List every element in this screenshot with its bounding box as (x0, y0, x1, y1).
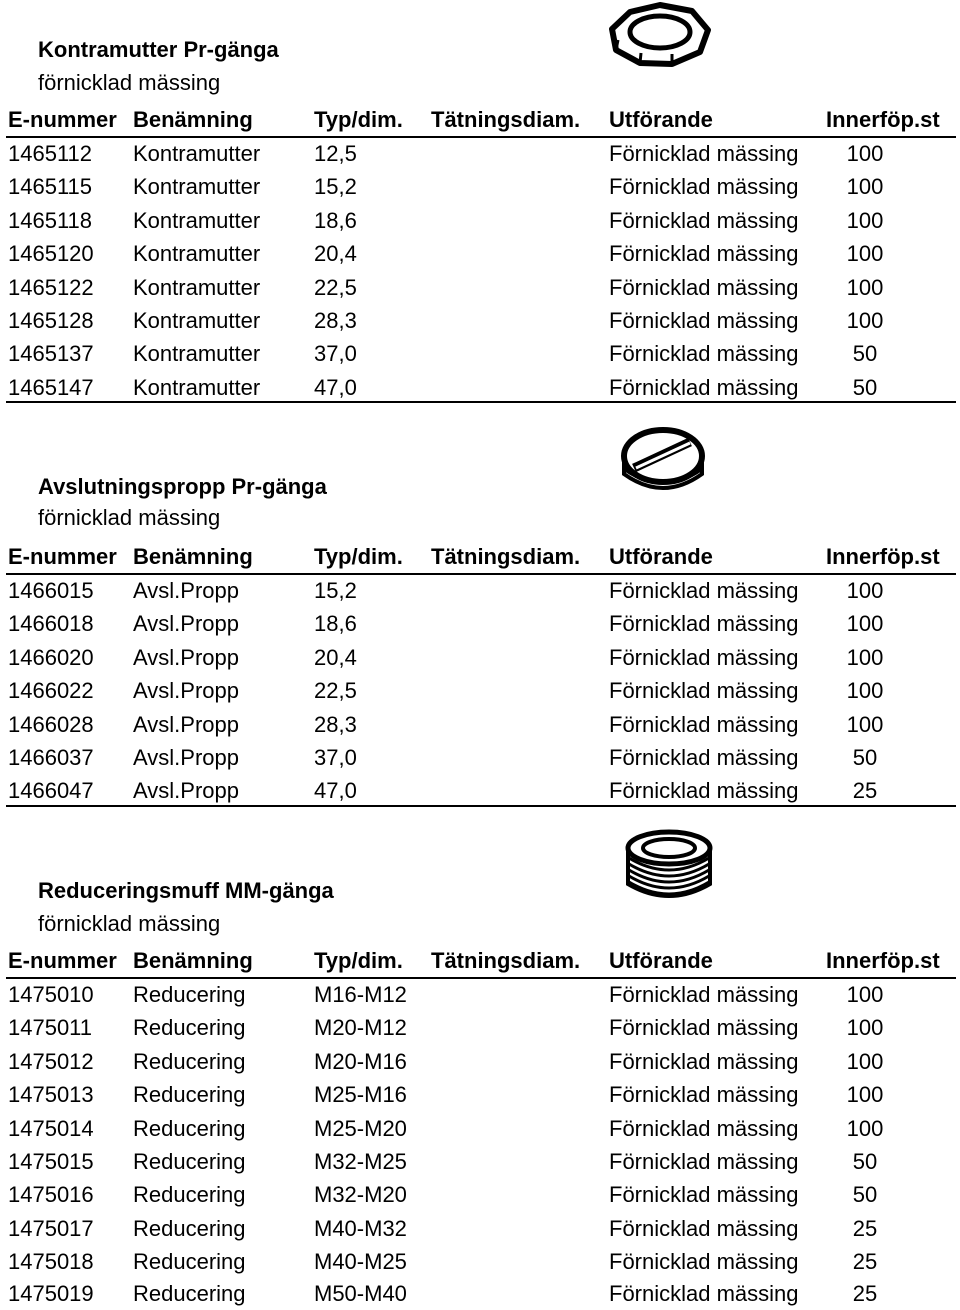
cell-utforande: Förnicklad mässing (609, 982, 799, 1007)
cell-benamning: Reducering (133, 1115, 246, 1141)
cell-benamning: Reducering (133, 1015, 246, 1041)
col-header-enummer: E-nummer (8, 948, 117, 973)
cell-enummer: 1465128 (8, 308, 94, 333)
cell-enummer: 1465120 (8, 241, 94, 267)
cell-typdim: M32-M25 (314, 1149, 407, 1174)
cell-innerfop: 100 (846, 711, 884, 737)
cell-enummer: 1465122 (8, 274, 94, 300)
table-header (0, 944, 960, 977)
cell-benamning: Kontramutter (133, 308, 261, 333)
cell-typdim: M40-M25 (314, 1249, 407, 1275)
cell-enummer: 1475019 (8, 1280, 94, 1306)
cell-typdim: 37,0 (314, 745, 357, 770)
cell-typdim: 15,2 (314, 578, 357, 603)
col-header-benamning: Benämning (133, 544, 253, 569)
cell-innerfop: 100 (846, 274, 884, 300)
cell-utforande: Förnicklad mässing (609, 611, 799, 637)
table-row (0, 1145, 960, 1178)
cell-enummer: 1466028 (8, 711, 94, 737)
cell-benamning: Kontramutter (133, 241, 261, 267)
table-row (0, 1112, 960, 1145)
cell-innerfop: 25 (852, 1280, 878, 1306)
cell-innerfop: 100 (846, 982, 884, 1007)
col-header-innerfop: Innerföp.st (826, 544, 940, 569)
reducing-sleeve-icon (624, 828, 714, 906)
col-header-enummer: E-nummer (8, 107, 117, 132)
cell-enummer: 1465137 (8, 341, 94, 367)
col-header-typdim: Typ/dim. (314, 544, 403, 569)
cell-enummer: 1475015 (8, 1149, 94, 1174)
col-header-tatningsdiam: Tätningsdiam. (431, 544, 581, 569)
cell-enummer: 1465118 (8, 207, 93, 233)
table-row (0, 1277, 960, 1310)
cell-enummer: 1465112 (8, 141, 93, 166)
cell-benamning: Reducering (133, 1048, 246, 1074)
cell-innerfop: 100 (846, 207, 884, 233)
section-subtitle: förnicklad mässing (38, 911, 221, 936)
cell-benamning: Reducering (133, 1215, 246, 1241)
cell-benamning: Kontramutter (133, 207, 261, 233)
col-header-enummer: E-nummer (8, 544, 117, 569)
cell-typdim: 18,6 (314, 207, 357, 233)
section-subtitle: förnicklad mässing (38, 505, 221, 530)
cell-innerfop: 50 (852, 745, 878, 770)
cell-utforande: Förnicklad mässing (609, 1115, 799, 1141)
cell-innerfop: 50 (852, 1149, 878, 1174)
cell-typdim: M25-M20 (314, 1115, 407, 1141)
cell-innerfop: 50 (852, 1182, 878, 1208)
cell-benamning: Reducering (133, 982, 246, 1007)
cell-benamning: Reducering (133, 1280, 246, 1306)
section-title: Kontramutter Pr-gänga (38, 37, 279, 62)
cell-benamning: Reducering (133, 1182, 246, 1208)
cell-utforande: Förnicklad mässing (609, 374, 799, 400)
cell-typdim: 22,5 (314, 678, 357, 704)
col-header-typdim: Typ/dim. (314, 948, 403, 973)
cell-typdim: 47,0 (314, 374, 357, 400)
cell-typdim: 47,0 (314, 778, 357, 804)
cell-enummer: 1475014 (8, 1115, 94, 1141)
cell-innerfop: 100 (846, 141, 884, 166)
cell-benamning: Kontramutter (133, 341, 261, 367)
cell-utforande: Förnicklad mässing (609, 678, 799, 704)
cell-utforande: Förnicklad mässing (609, 141, 799, 166)
table-row (0, 1045, 960, 1078)
cell-innerfop: 25 (852, 1215, 878, 1241)
cell-innerfop: 50 (852, 341, 878, 367)
cell-typdim: 37,0 (314, 341, 357, 367)
cell-utforande: Förnicklad mässing (609, 1280, 799, 1306)
cell-enummer: 1466047 (8, 778, 94, 804)
cell-typdim: M50-M40 (314, 1280, 407, 1306)
table-row (0, 1212, 960, 1245)
cell-enummer: 1466015 (8, 578, 94, 603)
cell-innerfop: 100 (846, 611, 884, 637)
col-header-tatningsdiam: Tätningsdiam. (431, 107, 581, 132)
cell-benamning: Kontramutter (133, 274, 261, 300)
cell-benamning: Avsl.Propp (133, 611, 239, 637)
col-header-innerfop: Innerföp.st (826, 107, 940, 132)
table-row (0, 978, 960, 1011)
cell-typdim: 20,4 (314, 241, 357, 267)
cell-innerfop: 100 (846, 644, 884, 670)
cell-innerfop: 100 (846, 308, 884, 333)
cell-typdim: 28,3 (314, 308, 357, 333)
cell-innerfop: 50 (852, 374, 878, 400)
col-header-typdim: Typ/dim. (314, 107, 403, 132)
cell-utforande: Förnicklad mässing (609, 174, 799, 200)
cell-benamning: Avsl.Propp (133, 644, 239, 670)
cell-typdim: M40-M32 (314, 1215, 407, 1241)
section-subtitle: förnicklad mässing (38, 70, 221, 95)
cell-enummer: 1466022 (8, 678, 94, 704)
cell-innerfop: 100 (846, 1015, 884, 1041)
col-header-tatningsdiam: Tätningsdiam. (431, 948, 581, 973)
cell-enummer: 1475013 (8, 1082, 94, 1108)
cell-benamning: Reducering (133, 1149, 246, 1174)
cell-utforande: Förnicklad mässing (609, 711, 799, 737)
col-header-benamning: Benämning (133, 107, 253, 132)
cell-utforande: Förnicklad mässing (609, 745, 799, 770)
section-title: Reduceringsmuff MM-gänga (38, 878, 334, 903)
cell-benamning: Avsl.Propp (133, 711, 239, 737)
cell-benamning: Kontramutter (133, 374, 261, 400)
table-row (0, 1011, 960, 1044)
cell-enummer: 1475012 (8, 1048, 94, 1074)
cell-enummer: 1465115 (8, 174, 93, 200)
cell-utforande: Förnicklad mässing (609, 1182, 799, 1208)
table-row (0, 1078, 960, 1111)
cell-typdim: M20-M12 (314, 1015, 407, 1041)
cell-innerfop: 100 (846, 1115, 884, 1141)
cell-utforande: Förnicklad mässing (609, 778, 799, 804)
cell-typdim: 28,3 (314, 711, 357, 737)
cell-utforande: Förnicklad mässing (609, 1048, 799, 1074)
cell-typdim: M25-M16 (314, 1082, 407, 1108)
cell-typdim: 18,6 (314, 611, 357, 637)
cell-typdim: M20-M16 (314, 1048, 407, 1074)
cell-enummer: 1466037 (8, 745, 94, 770)
cell-utforande: Förnicklad mässing (609, 241, 799, 267)
cell-benamning: Kontramutter (133, 174, 261, 200)
cell-utforande: Förnicklad mässing (609, 644, 799, 670)
cell-innerfop: 25 (852, 1249, 878, 1275)
cell-utforande: Förnicklad mässing (609, 1215, 799, 1241)
col-header-utforande: Utförande (609, 107, 713, 132)
cell-enummer: 1475018 (8, 1249, 94, 1275)
cell-utforande: Förnicklad mässing (609, 1015, 799, 1041)
cell-enummer: 1475010 (8, 982, 94, 1007)
cell-benamning: Reducering (133, 1082, 246, 1108)
cell-typdim: M16-M12 (314, 982, 407, 1007)
cell-benamning: Avsl.Propp (133, 678, 239, 704)
cell-utforande: Förnicklad mässing (609, 274, 799, 300)
cell-typdim: 20,4 (314, 644, 357, 670)
col-header-utforande: Utförande (609, 948, 713, 973)
cell-benamning: Avsl.Propp (133, 578, 239, 603)
cell-typdim: 12,5 (314, 141, 357, 166)
cell-benamning: Avsl.Propp (133, 745, 239, 770)
cell-utforande: Förnicklad mässing (609, 308, 799, 333)
col-header-benamning: Benämning (133, 948, 253, 973)
cell-enummer: 1466020 (8, 644, 94, 670)
cell-innerfop: 100 (846, 241, 884, 267)
cell-innerfop: 100 (846, 174, 884, 200)
cell-innerfop: 100 (846, 678, 884, 704)
cell-innerfop: 25 (852, 778, 878, 804)
cell-utforande: Förnicklad mässing (609, 1249, 799, 1275)
cell-typdim: M32-M20 (314, 1182, 407, 1208)
cell-enummer: 1475017 (8, 1215, 94, 1241)
cell-benamning: Reducering (133, 1249, 246, 1275)
cell-enummer: 1466018 (8, 611, 94, 637)
cell-utforande: Förnicklad mässing (609, 341, 799, 367)
col-header-innerfop: Innerföp.st (826, 948, 940, 973)
table-row (0, 1245, 960, 1278)
cell-utforande: Förnicklad mässing (609, 1082, 799, 1108)
cell-innerfop: 100 (846, 1048, 884, 1074)
cell-typdim: 15,2 (314, 174, 357, 200)
cell-enummer: 1465147 (8, 374, 94, 400)
cell-benamning: Kontramutter (133, 141, 261, 166)
cell-utforande: Förnicklad mässing (609, 578, 799, 603)
cell-enummer: 1475016 (8, 1182, 94, 1208)
cell-innerfop: 100 (846, 1082, 884, 1108)
cell-innerfop: 100 (846, 578, 884, 603)
cell-benamning: Avsl.Propp (133, 778, 239, 804)
table-row (0, 1178, 960, 1211)
section-title: Avslutningspropp Pr-gänga (38, 474, 327, 499)
col-header-utforande: Utförande (609, 544, 713, 569)
cell-utforande: Förnicklad mässing (609, 1149, 799, 1174)
cell-utforande: Förnicklad mässing (609, 207, 799, 233)
cell-typdim: 22,5 (314, 274, 357, 300)
cell-enummer: 1475011 (8, 1015, 93, 1041)
